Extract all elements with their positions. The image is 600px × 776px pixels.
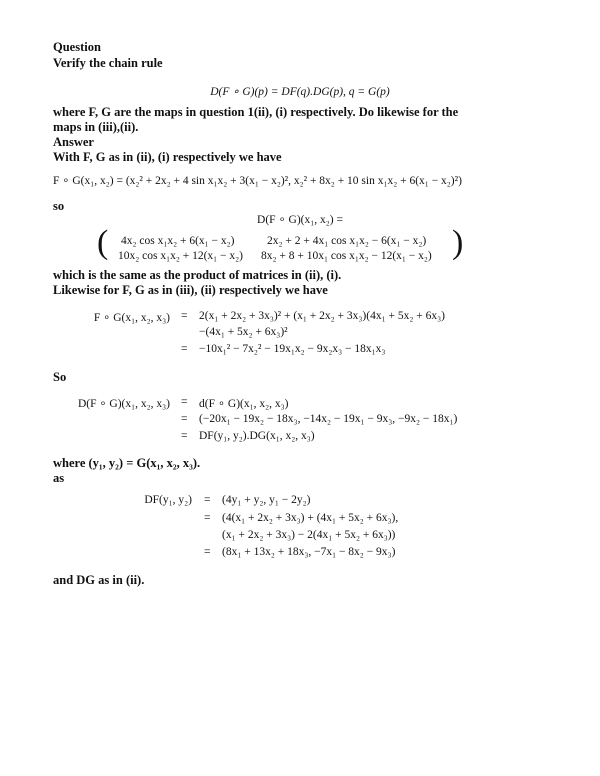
fg-eq-1: = — [181, 310, 188, 322]
df-lhs: DF(y₁, y₂) — [144, 494, 192, 506]
likewise-text: Likewise for F, G as in (iii), (ii) respectively we have — [53, 283, 328, 297]
answer-label: Answer — [53, 135, 94, 149]
conclusion-text: which is the same as the product of matrices in (ii), (i). — [53, 268, 342, 282]
df-line-2: (4(x₁ + 2x₂ + 3x₃) + (4x₁ + 5x₂ + 6x₃), — [222, 512, 399, 524]
dfg-line-1: d(F ∘ G)(x₁, x₂, x₃) — [199, 398, 289, 410]
df-line-1: (4y₁ + y₂, y₁ − 2y₂) — [222, 494, 311, 506]
final-text: and DG as in (ii). — [53, 573, 145, 587]
dfg-eq-3: = — [181, 430, 188, 442]
matrix-left-paren: ( — [97, 224, 109, 261]
matrix-right-paren: ) — [452, 224, 464, 261]
where-line-1: where F, G are the maps in question 1(ii), (i) respectively. Do likewise for the — [53, 105, 459, 119]
dfg-line-2: (−20x₁ − 19x₂ − 18x₃, −14x₂ − 19x₁ − 9x₃, −9x₂ − 18x₁) — [199, 413, 458, 425]
fg-line-2: −(4x₁ + 5x₂ + 6x₃)² — [199, 326, 288, 338]
dfg-eq-2: = — [181, 413, 188, 425]
df-line-4: (8x₁ + 13x₂ + 18x₃, −7x₁ − 8x₂ − 9x₃) — [222, 546, 396, 558]
df-eq-2: = — [204, 512, 211, 524]
where-y-text: where (y₁, y₂) = G(x₁, x₂, x₃). — [53, 456, 201, 470]
dfg-lhs: D(F ∘ G)(x₁, x₂, x₃) — [77, 398, 170, 410]
answer-intro: With F, G as in (ii), (i) respectively we have — [53, 150, 282, 164]
fg-line-1: 2(x₁ + 2x₂ + 3x₃)² + (x₁ + 2x₂ + 3x₃)(4x₁ + 5x₂ + 6x₃) — [199, 310, 445, 322]
matrix-r1c1: 4x₂ cos x₁x₂ + 6(x₁ − x₂) — [121, 235, 235, 247]
question-label: Question — [53, 40, 101, 54]
where-line-2: maps in (iii),(ii). — [53, 120, 139, 134]
df-line-3: (x₁ + 2x₂ + 3x₃) − 2(4x₁ + 5x₂ + 6x₃)) — [222, 529, 396, 541]
fg-lhs: F ∘ G(x₁, x₂, x₃) — [93, 312, 170, 324]
matrix-r2c1: 10x₂ cos x₁x₂ + 12(x₁ − x₂) — [118, 250, 244, 262]
dfg-eq-1: = — [181, 396, 188, 408]
fg-eq-3: = — [181, 343, 188, 355]
matrix-r1c2: 2x₂ + 2 + 4x₁ cos x₁x₂ − 6(x₁ − x₂) — [267, 235, 427, 247]
so-label-2: So — [53, 370, 67, 384]
matrix-r2c2: 8x₂ + 8 + 10x₁ cos x₁x₂ − 12(x₁ − x₂) — [261, 250, 432, 262]
as-label: as — [53, 471, 65, 485]
df-eq-4: = — [204, 546, 211, 558]
question-text: Verify the chain rule — [53, 56, 163, 70]
dfg-line-3: DF(y₁, y₂).DG(x₁, x₂, x₃) — [199, 430, 315, 442]
chain-rule-equation: D(F ∘ G)(p) = DF(q).DG(p), q = G(p) — [210, 86, 390, 98]
so-label: so — [53, 199, 65, 213]
derivative-lhs: D(F ∘ G)(x₁, x₂) = — [257, 214, 343, 226]
fg-line-3: −10x₁² − 7x₂² − 19x₁x₂ − 9x₂x₃ − 18x₁x₃ — [199, 343, 386, 355]
df-eq-1: = — [204, 494, 211, 506]
composition-equation: F ∘ G(x₁, x₂) = (x₂² + 2x₂ + 4 sin x₁x₂ + 3(x₁ − x₂)², x₂² + 8x₂ + 10 sin x₁x₂ + 6(x₁ − x₂)²) — [53, 175, 462, 187]
